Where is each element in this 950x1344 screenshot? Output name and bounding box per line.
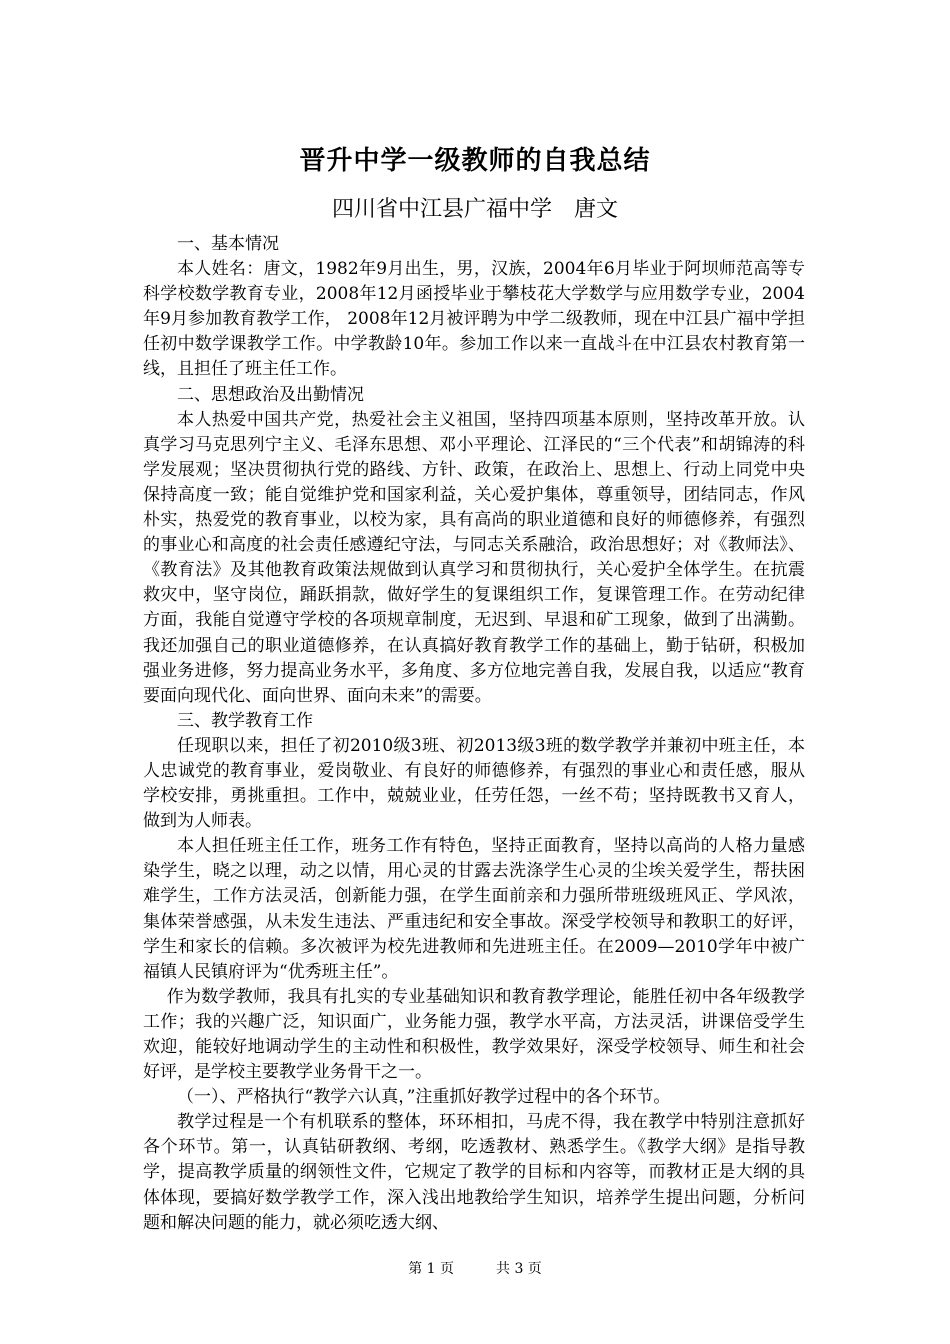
document-body xyxy=(143,232,805,1236)
page-footer: 第 1 页 共 3 页 xyxy=(408,1261,542,1277)
section-heading-politics: 二、思想政治及出勤情况 xyxy=(177,384,364,405)
document-title: 晋升中学一级教师的自我总结 xyxy=(299,146,651,176)
paragraph-teaching-duty: 任现职以来，担任了初2010级3班、初2013级3班的数学教学并兼初中班主任，本人忠诚党的教育事业，爱岗敬业、有良好的师德修养，有强烈的事业心和责任感，服从学校安排，勇挑重担。工作中，兢兢业业，任劳任怨，一丝不苟；坚持既教书又育人，做到为人师表。 xyxy=(143,735,805,832)
section-heading-basic-info: 一、基本情况 xyxy=(177,234,279,254)
section-heading-teaching: 三、教学教育工作 xyxy=(177,710,313,731)
subsection-heading-six-steps: （一）、严格执行“教学六认真，”注重抓好教学过程中的各个环节。 xyxy=(177,1087,671,1108)
paragraph-teaching-process: 教学过程是一个有机联系的整体，环环相扣，马虎不得，我在教学中特别注意抓好各个环节。第一，认真钻研教纲、考纲，吃透教材、熟悉学生。《教学大纲》是指导教学，提高教学质量的纲领性文件，它规定了教学的目标和内容等，而教材正是大纲的具体体现，要搞好数学教学工作，深入浅出地教给学生知识，培养学生提出问题，分析问题和解决问题的能力，就必须吃透大纲、 xyxy=(143,1112,805,1233)
document-author-line: 四川省中江县广福中学 唐文 xyxy=(331,197,618,222)
paragraph-politics: 本人热爱中国共产党，热爱社会主义祖国，坚持四项基本原则，坚持改革开放。认真学习马克思列宁主义、毛泽东思想、邓小平理论、江泽民的“三个代表”和胡锦涛的科学发展观；坚决贯彻执行党的路线、方针、政策，在政治上、思想上、行动上同党中央保持高度一致；能自觉维护党和国家利益，关心爱护集体，尊重领导，团结同志，作风朴实，热爱党的教育事业，以校为家，具有高尚的职业道德和良好的师德修养，有强烈的事业心和高度的社会责任感遵纪守法，与同志关系融洽，政治思想好；对《教师法》、《教育法》及其他教育政策法规做到认真学习和贯彻执行，关心爱护全体学生。在抗震救灾中，坚守岗位，踊跃捐款，做好学生的复课组织工作，复课管理工作。在劳动纪律方面，我能自觉遵守学校的各项规章制度，无迟到、早退和矿工现象，做到了出满勤。我还加强自己的职业道德修养，在认真搞好教育教学工作的基础上，勤于钻研，积极加强业务进修，努力提高业务水平，多角度、多方位地完善自我，发展自我，以适应“教育要面向现代化、面向世界、面向未来”的需要。 xyxy=(143,409,805,706)
paragraph-math-teacher: 作为数学教师，我具有扎实的专业基础知识和教育教学理论，能胜任初中各年级教学工作；我的兴趣广泛，知识面广，业务能力强，教学水平高，方法灵活，讲课倍受学生欢迎，能较好地调动学生的主动性和积极性，教学效果好，深受学校领导、师生和社会好评，是学校主要教学业务骨干之一。 xyxy=(143,986,805,1083)
paragraph-class-teacher: 本人担任班主任工作，班务工作有特色，坚持正面教育，坚持以高尚的人格力量感染学生，晓之以理，动之以情，用心灵的甘露去洗涤学生心灵的尘埃关爱学生，帮扶困难学生，工作方法灵活，创新能力强，在学生面前亲和力强所带班级班风正、学风浓，集体荣誉感强，从未发生违法、严重违纪和安全事故。深受学校领导和教职工的好评，学生和家长的信赖。多次被评为校先进教师和先进班主任。在2009—2010学年中被广福镇人民镇府评为“优秀班主任”。 xyxy=(143,836,805,982)
paragraph-basic-info: 本人姓名：唐文，1982年9月出生，男，汉族，2004年6月毕业于阿坝师范高等专科学校数学教育专业，2008年12月函授毕业于攀枝花大学数学与应用数学专业，2004年9月参加教育教学工作， 2008年12月被评聘为中学二级教师，现在中江县广福中学担任初中数学课教学工作。中学教龄10年。参加工作以来一直战斗在中江县农村教育第一线，且担任了班主任工作。 xyxy=(143,259,805,380)
